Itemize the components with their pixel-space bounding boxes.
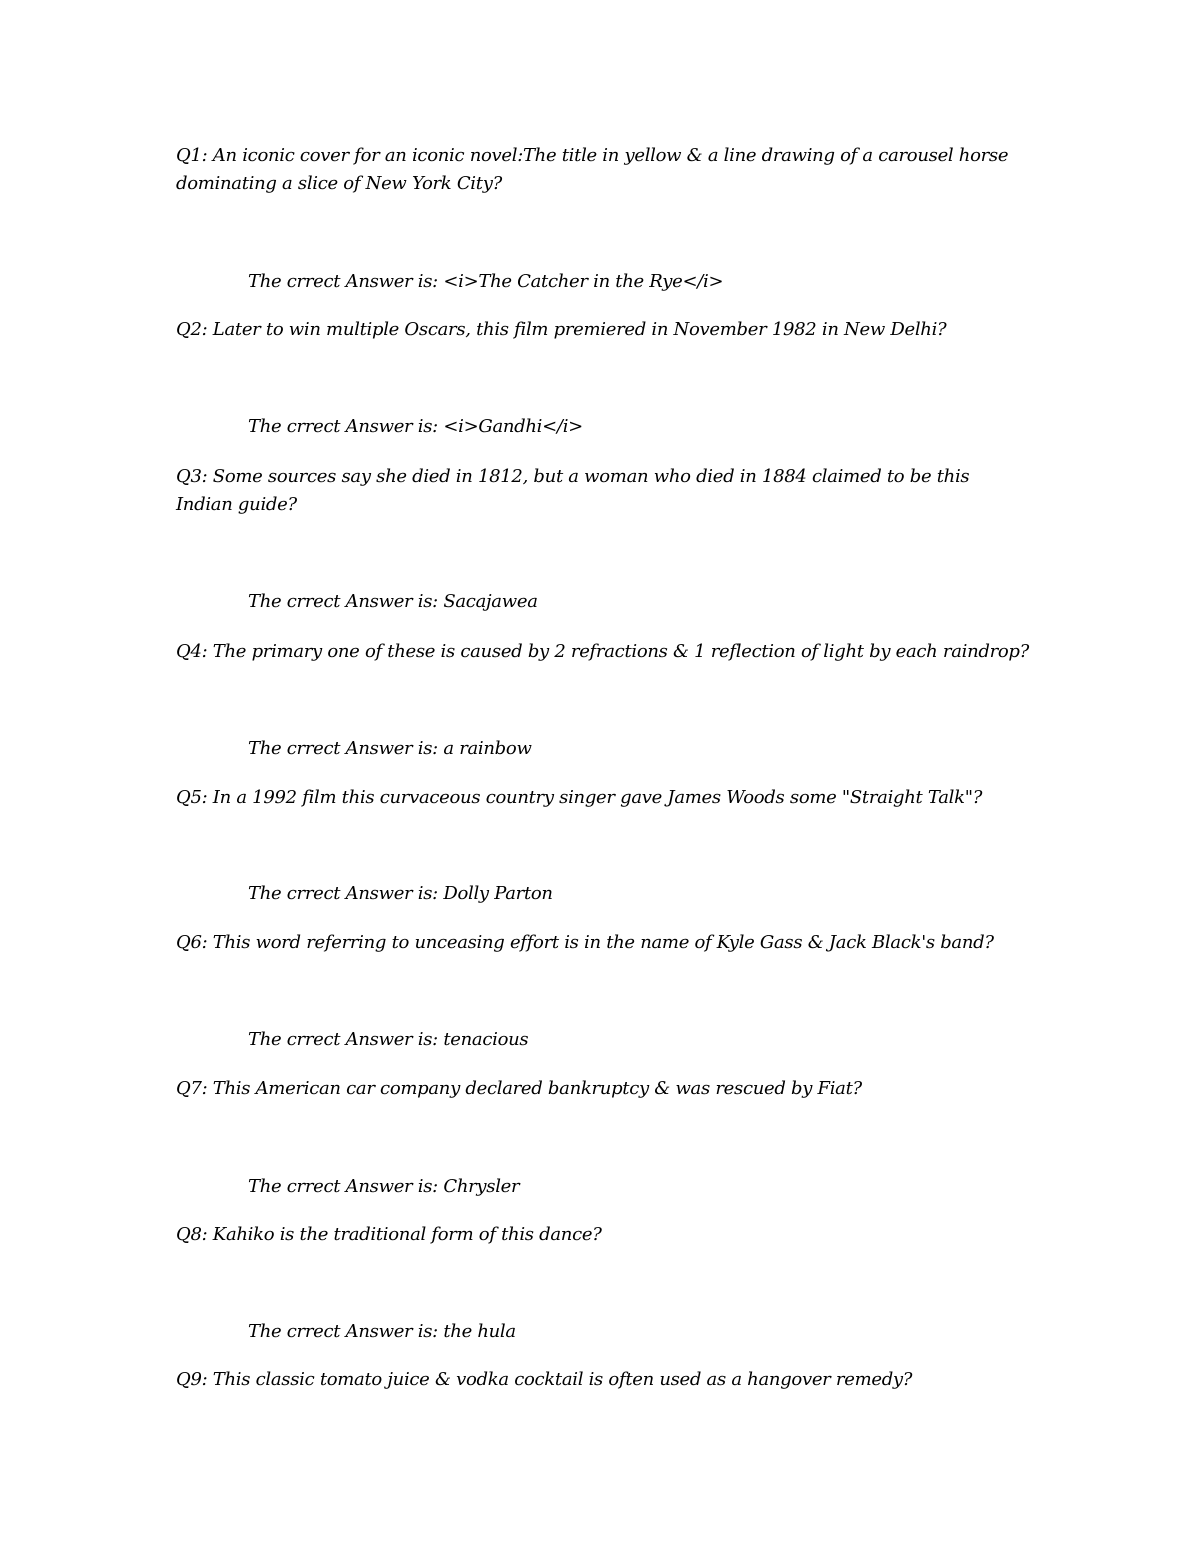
question-8-line-1: Q8: Kahiko is the traditional form of this dance? xyxy=(176,1224,602,1245)
question-3-line-2: Indian guide? xyxy=(176,494,297,515)
answer-3: The crrect Answer is: Sacajawea xyxy=(248,591,538,612)
answer-2: The crrect Answer is: <i>Gandhi</i> xyxy=(248,416,583,437)
answer-1: The crrect Answer is: <i>The Catcher in the Rye</i> xyxy=(248,271,724,292)
answer-8: The crrect Answer is: the hula xyxy=(248,1321,516,1342)
question-5-line-1: Q5: In a 1992 film this curvaceous country singer gave James Woods some "Straight Talk"? xyxy=(176,787,983,808)
answer-4: The crrect Answer is: a rainbow xyxy=(248,738,532,759)
answer-5: The crrect Answer is: Dolly Parton xyxy=(248,883,553,904)
question-7-line-1: Q7: This American car company declared bankruptcy & was rescued by Fiat? xyxy=(176,1078,862,1099)
question-3-line-1: Q3: Some sources say she died in 1812, but a woman who died in 1884 claimed to be this xyxy=(176,466,970,487)
question-1-line-2: dominating a slice of New York City? xyxy=(176,173,502,194)
question-4-line-1: Q4: The primary one of these is caused by 2 refractions & 1 reflection of light by each raindrop? xyxy=(176,641,1030,662)
answer-7: The crrect Answer is: Chrysler xyxy=(248,1176,520,1197)
answer-6: The crrect Answer is: tenacious xyxy=(248,1029,529,1050)
question-6-line-1: Q6: This word referring to unceasing effort is in the name of Kyle Gass & Jack Black's band? xyxy=(176,932,994,953)
question-9-line-1: Q9: This classic tomato juice & vodka cocktail is often used as a hangover remedy? xyxy=(176,1369,913,1390)
question-2-line-1: Q2: Later to win multiple Oscars, this film premiered in November 1982 in New Delhi? xyxy=(176,319,947,340)
question-1-line-1: Q1: An iconic cover for an iconic novel:The title in yellow & a line drawing of a carousel horse xyxy=(176,145,1009,166)
